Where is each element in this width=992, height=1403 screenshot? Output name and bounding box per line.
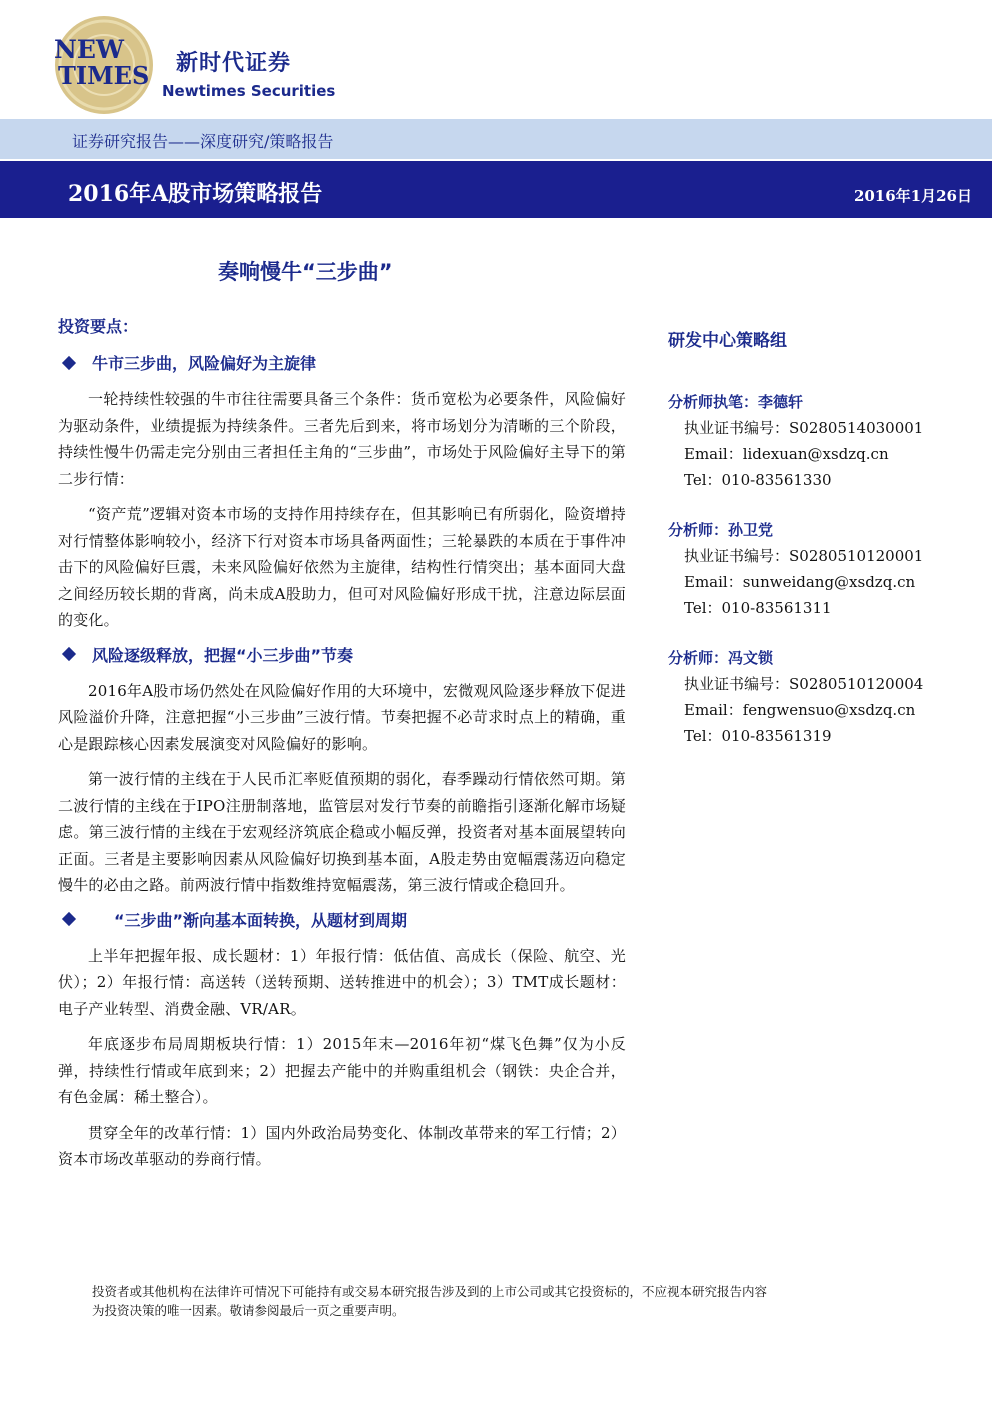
brand-name-cn: 新时代证券: [176, 51, 292, 76]
section-heading: [58, 643, 626, 666]
analyst-email: Email：sunweidang@xsdzq.cn: [684, 573, 916, 591]
paragraph: 上半年把握年报、成长题材：1）年报行情：低估值、高成长（保险、航空、光伏）；2）年报行情：高送转（送转预期、送转推进中的机会）；3）TMT成长题材：电子产业转型、消费金融、VR/AR。: [58, 946, 626, 1018]
section-title: 牛市三步曲，风险偏好为主旋律: [92, 354, 317, 373]
paragraph: “资产荒”逻辑对资本市场的支持作用持续存在，但其影响已有所弱化，险资增持对行情整体影响较小，经济下行对资本市场具备两面性；三轮暴跌的本质在于事件冲击下的风险偏好巨震，未来风险偏好依然为主旋律，结构性行情突出；基本面同大盘之间经历较长期的背离，尚未成A股助力，但可对风险偏好形成干扰，注意边际层面的变化。: [58, 505, 626, 629]
diamond-bullet-icon: [62, 355, 76, 369]
disclaimer-line: 为投资决策的唯一因素。敬请参阅最后一页之重要声明。: [92, 1303, 405, 1318]
report-title-bar: [0, 161, 992, 218]
analyst-cert: 执业证书编号：S0280510120004: [684, 675, 924, 693]
analyst-tel: Tel：010-83561330: [684, 471, 832, 489]
analyst-cert: 执业证书编号：S0280514030001: [684, 419, 924, 437]
report-title: 2016年A股市场策略报告: [68, 181, 323, 207]
report-category-bar: [0, 119, 992, 159]
section-heading: [58, 351, 626, 374]
paragraph: 贯穿全年的改革行情：1）国内外政治局势变化、体制改革带来的军工行情；2）资本市场改革驱动的券商行情。: [58, 1123, 626, 1168]
analyst-email: Email：lidexuan@xsdzq.cn: [684, 445, 889, 463]
key-points-label: 投资要点：: [58, 317, 139, 336]
main-content: [58, 314, 626, 1182]
analyst-role: 分析师执笔：李德轩: [668, 393, 804, 411]
section-heading: [58, 908, 626, 931]
section-title: “三步曲”渐向基本面转换，从题材到周期: [114, 910, 408, 930]
disclaimer-line: 投资者或其他机构在法律许可情况下可能持有或交易本研究报告涉及到的上市公司或其它投资标的，不应视本研究报告内容: [92, 1284, 768, 1299]
analyst-tel: Tel：010-83561311: [684, 599, 832, 617]
paragraph: 一轮持续性较强的牛市往往需要具备三个条件：货币宽松为必要条件，风险偏好为驱动条件，业绩提振为持续条件。三者先后到来，将市场划分为清晰的三个阶段，持续性慢牛仍需走完分别由三者担任主角的“三步曲”，市场处于风险偏好主导下的第二步行情：: [58, 390, 626, 488]
team-name: 研发中心策略组: [668, 331, 787, 351]
analyst-sidebar: [668, 326, 968, 773]
company-logo: [52, 14, 164, 116]
analyst-email: Email：fengwensuo@xsdzq.cn: [684, 701, 916, 719]
section-title: 风险逐级释放，把握“小三步曲”节奏: [92, 645, 354, 665]
logo-text-new: NEW: [54, 35, 124, 64]
report-date: 2016年1月26日: [853, 187, 972, 205]
page-heading: 奏响慢牛“三步曲”: [218, 260, 393, 284]
analyst-card: [668, 389, 968, 493]
logo-text-times: TIMES: [58, 61, 150, 90]
diamond-bullet-icon: [62, 912, 76, 926]
paragraph: 第一波行情的主线在于人民币汇率贬值预期的弱化，春季躁动行情依然可期。第二波行情的主线在于IPO注册制落地，监管层对发行节奏的前瞻指引逐渐化解市场疑虑。第三波行情的主线在于宏观经济筑底企稳或小幅反弹，投资者对基本面展望转向正面。三者是主要影响因素从风险偏好切换到基本面，A股走势由宽幅震荡迈向稳定慢牛的必由之路。前两波行情中指数维持宽幅震荡，第三波行情或企稳回升。: [58, 770, 626, 894]
analyst-tel: Tel：010-83561319: [684, 727, 832, 745]
brand-name-en: Newtimes Securities: [162, 82, 336, 100]
analyst-card: [668, 645, 968, 749]
analyst-role: 分析师：孙卫党: [668, 521, 774, 539]
report-category: 证券研究报告——深度研究/策略报告: [72, 132, 334, 151]
paragraph: 年底逐步布局周期板块行情：1）2015年末—2016年初“煤飞色舞”仅为小反弹，持续性行情或年底到来；2）把握去产能中的并购重组机会（钢铁：央企合并，有色金属：稀土整合）。: [58, 1035, 626, 1106]
analyst-cert: 执业证书编号：S0280510120001: [684, 547, 924, 565]
analyst-role: 分析师：冯文锁: [668, 649, 774, 667]
disclaimer: [92, 1282, 912, 1320]
diamond-bullet-icon: [62, 647, 76, 661]
analyst-card: [668, 517, 968, 621]
paragraph: 2016年A股市场仍然处在风险偏好作用的大环境中，宏微观风险逐步释放下促进风险溢价升降，注意把握“小三步曲”三波行情。节奏把握不必苛求时点上的精确，重心是跟踪核心因素发展演变对风险偏好的影响。: [58, 681, 626, 753]
